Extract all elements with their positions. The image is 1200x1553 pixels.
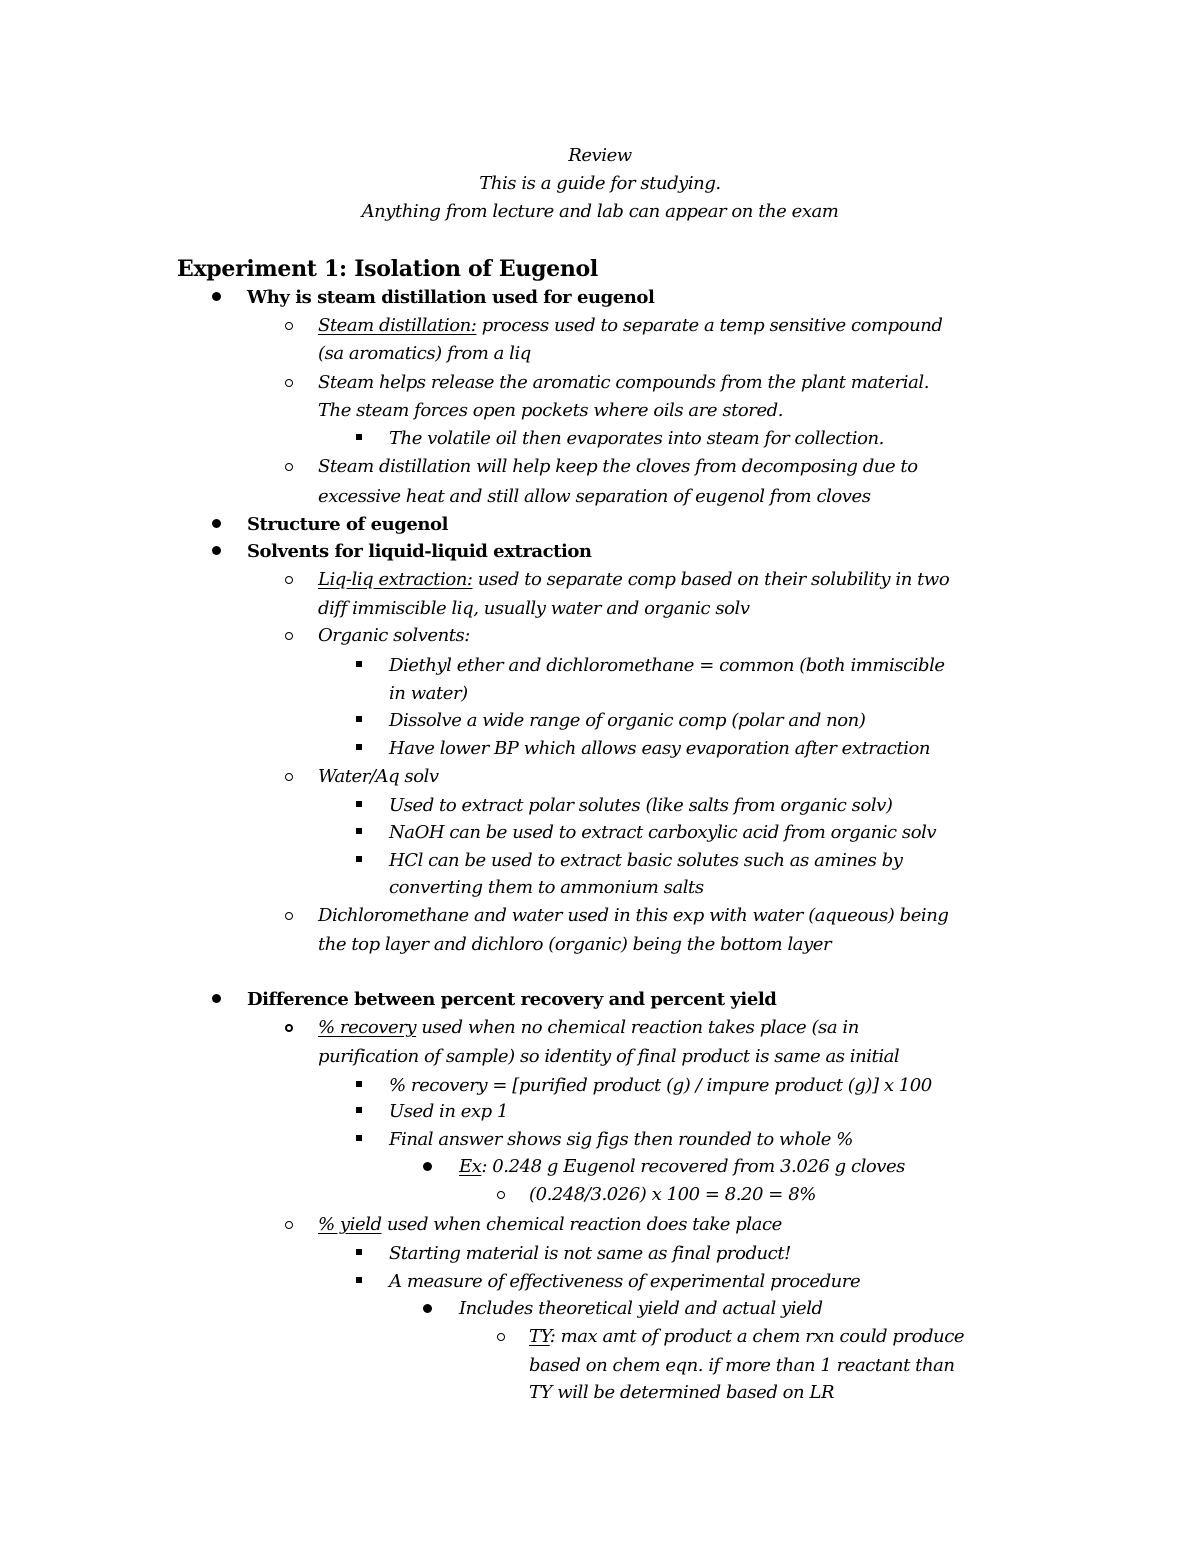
organic-solvents-1: Diethyl ether and dichloromethane = common (both immiscible xyxy=(389,655,945,676)
term-percent-recovery: % recovery xyxy=(318,1017,417,1038)
steam-release: Steam helps release the aromatic compounds from the plant material. xyxy=(318,372,929,393)
bullet-disc xyxy=(212,546,221,555)
bullet-square xyxy=(356,1277,362,1283)
bullet-square xyxy=(356,1081,362,1087)
bullet-circle xyxy=(285,773,293,781)
bullet-circle xyxy=(285,379,293,387)
organic-solvents-title: Organic solvents: xyxy=(318,625,470,646)
aqueous-solvents-1: Used to extract polar solutes (like salts from organic solv) xyxy=(389,795,893,816)
question-steam: Why is steam distillation used for eugenol xyxy=(247,287,655,308)
bullet-disc xyxy=(423,1304,432,1313)
bullet-circle xyxy=(285,1024,293,1032)
lle-definition xyxy=(318,568,949,592)
recovery-used: Used in exp 1 xyxy=(389,1101,509,1122)
aqueous-solvents-3-cont: converting them to ammonium salts xyxy=(389,877,704,898)
doc-subtitle-2: Anything from lecture and lab can appear on the exam xyxy=(361,201,839,222)
recovery-example-text: : 0.248 g Eugenol recovered from 3.026 g cloves xyxy=(481,1156,905,1177)
aqueous-solvents-2: NaOH can be used to extract carboxylic acid from organic solv xyxy=(389,822,937,843)
lle-definition-cont: diff immiscible liq, usually water and organic solv xyxy=(318,598,750,619)
term-example: Ex xyxy=(459,1156,482,1177)
section-heading: Experiment 1: Isolation of Eugenol xyxy=(177,256,598,282)
dcm-water-cont: the top layer and dichloro (organic) being the bottom layer xyxy=(318,934,832,955)
recovery-formula: % recovery = [purified product (g) / impure product (g)] x 100 xyxy=(389,1075,932,1096)
bullet-circle xyxy=(497,1191,505,1199)
steam-keep-cont: excessive heat and still allow separation of eugenol from cloves xyxy=(318,486,871,507)
yield-point-3: Includes theoretical yield and actual yield xyxy=(459,1298,823,1319)
recovery-calculation: (0.248/3.026) x 100 = 8.20 = 8% xyxy=(529,1184,816,1205)
organic-solvents-3: Have lower BP which allows easy evaporation after extraction xyxy=(389,738,930,759)
term-ty: TY xyxy=(529,1326,550,1347)
bullet-square xyxy=(356,1249,362,1255)
bullet-square xyxy=(356,856,362,862)
yield-point-2: A measure of effectiveness of experimental procedure xyxy=(389,1271,861,1292)
bullet-square xyxy=(356,1107,362,1113)
organic-solvents-1-cont: in water) xyxy=(389,683,468,704)
bullet-circle xyxy=(285,632,293,640)
volatile-oil: The volatile oil then evaporates into steam for collection. xyxy=(389,428,884,449)
bullet-square xyxy=(356,1135,362,1141)
yield-definition-text: used when chemical reaction does take place xyxy=(381,1214,782,1235)
bullet-square xyxy=(356,828,362,834)
recovery-sigfigs: Final answer shows sig figs then rounded to whole % xyxy=(389,1129,853,1150)
term-liq-liq-extraction: Liq-liq extraction: xyxy=(318,569,473,590)
recovery-example xyxy=(459,1155,905,1179)
ty-definition xyxy=(529,1325,964,1349)
recovery-definition-text: used when no chemical reaction takes place (sa in xyxy=(416,1017,859,1038)
aqueous-solvents-3: HCl can be used to extract basic solutes such as amines by xyxy=(389,850,903,871)
lle-definition-text: used to separate comp based on their solubility in two xyxy=(472,569,950,590)
bullet-disc xyxy=(423,1162,432,1171)
bullet-square xyxy=(356,716,362,722)
bullet-circle xyxy=(285,576,293,584)
steam-definition xyxy=(318,314,942,338)
bullet-square xyxy=(356,744,362,750)
bullet-disc xyxy=(212,292,221,301)
bullet-disc xyxy=(212,994,221,1003)
steam-definition-text: process used to separate a temp sensitive compound xyxy=(476,315,943,336)
ty-definition-cont-2: TY will be determined based on LR xyxy=(529,1382,835,1403)
bullet-circle xyxy=(497,1333,505,1341)
yield-definition xyxy=(318,1213,782,1237)
ty-definition-cont-1: based on chem eqn. if more than 1 reactant than xyxy=(529,1355,955,1376)
doc-subtitle-1: This is a guide for studying. xyxy=(479,173,721,194)
bullet-circle xyxy=(285,463,293,471)
recovery-definition xyxy=(318,1016,859,1040)
question-structure: Structure of eugenol xyxy=(247,514,448,535)
steam-release-cont: The steam forces open pockets where oils are stored. xyxy=(318,400,783,421)
steam-keep: Steam distillation will help keep the cloves from decomposing due to xyxy=(318,456,918,477)
ty-definition-text: : max amt of product a chem rxn could produce xyxy=(549,1326,965,1347)
bullet-circle xyxy=(285,1221,293,1229)
question-solvents: Solvents for liquid-liquid extraction xyxy=(247,541,592,562)
bullet-circle xyxy=(285,912,293,920)
aqueous-solvents-title: Water/Aq solv xyxy=(318,766,439,787)
dcm-water: Dichloromethane and water used in this exp with water (aqueous) being xyxy=(318,905,949,926)
bullet-disc xyxy=(212,519,221,528)
term-steam-distillation: Steam distillation: xyxy=(318,315,477,336)
recovery-definition-cont: purification of sample) so identity of final product is same as initial xyxy=(318,1046,900,1067)
bullet-circle xyxy=(285,322,293,330)
doc-title: Review xyxy=(568,145,632,166)
organic-solvents-2: Dissolve a wide range of organic comp (polar and non) xyxy=(389,710,866,731)
question-percent: Difference between percent recovery and percent yield xyxy=(247,989,777,1010)
term-percent-yield: % yield xyxy=(318,1214,382,1235)
steam-definition-cont: (sa aromatics) from a liq xyxy=(318,343,531,364)
yield-point-1: Starting material is not same as final product! xyxy=(389,1243,791,1264)
bullet-square xyxy=(356,661,362,667)
bullet-square xyxy=(356,801,362,807)
bullet-square xyxy=(356,434,362,440)
